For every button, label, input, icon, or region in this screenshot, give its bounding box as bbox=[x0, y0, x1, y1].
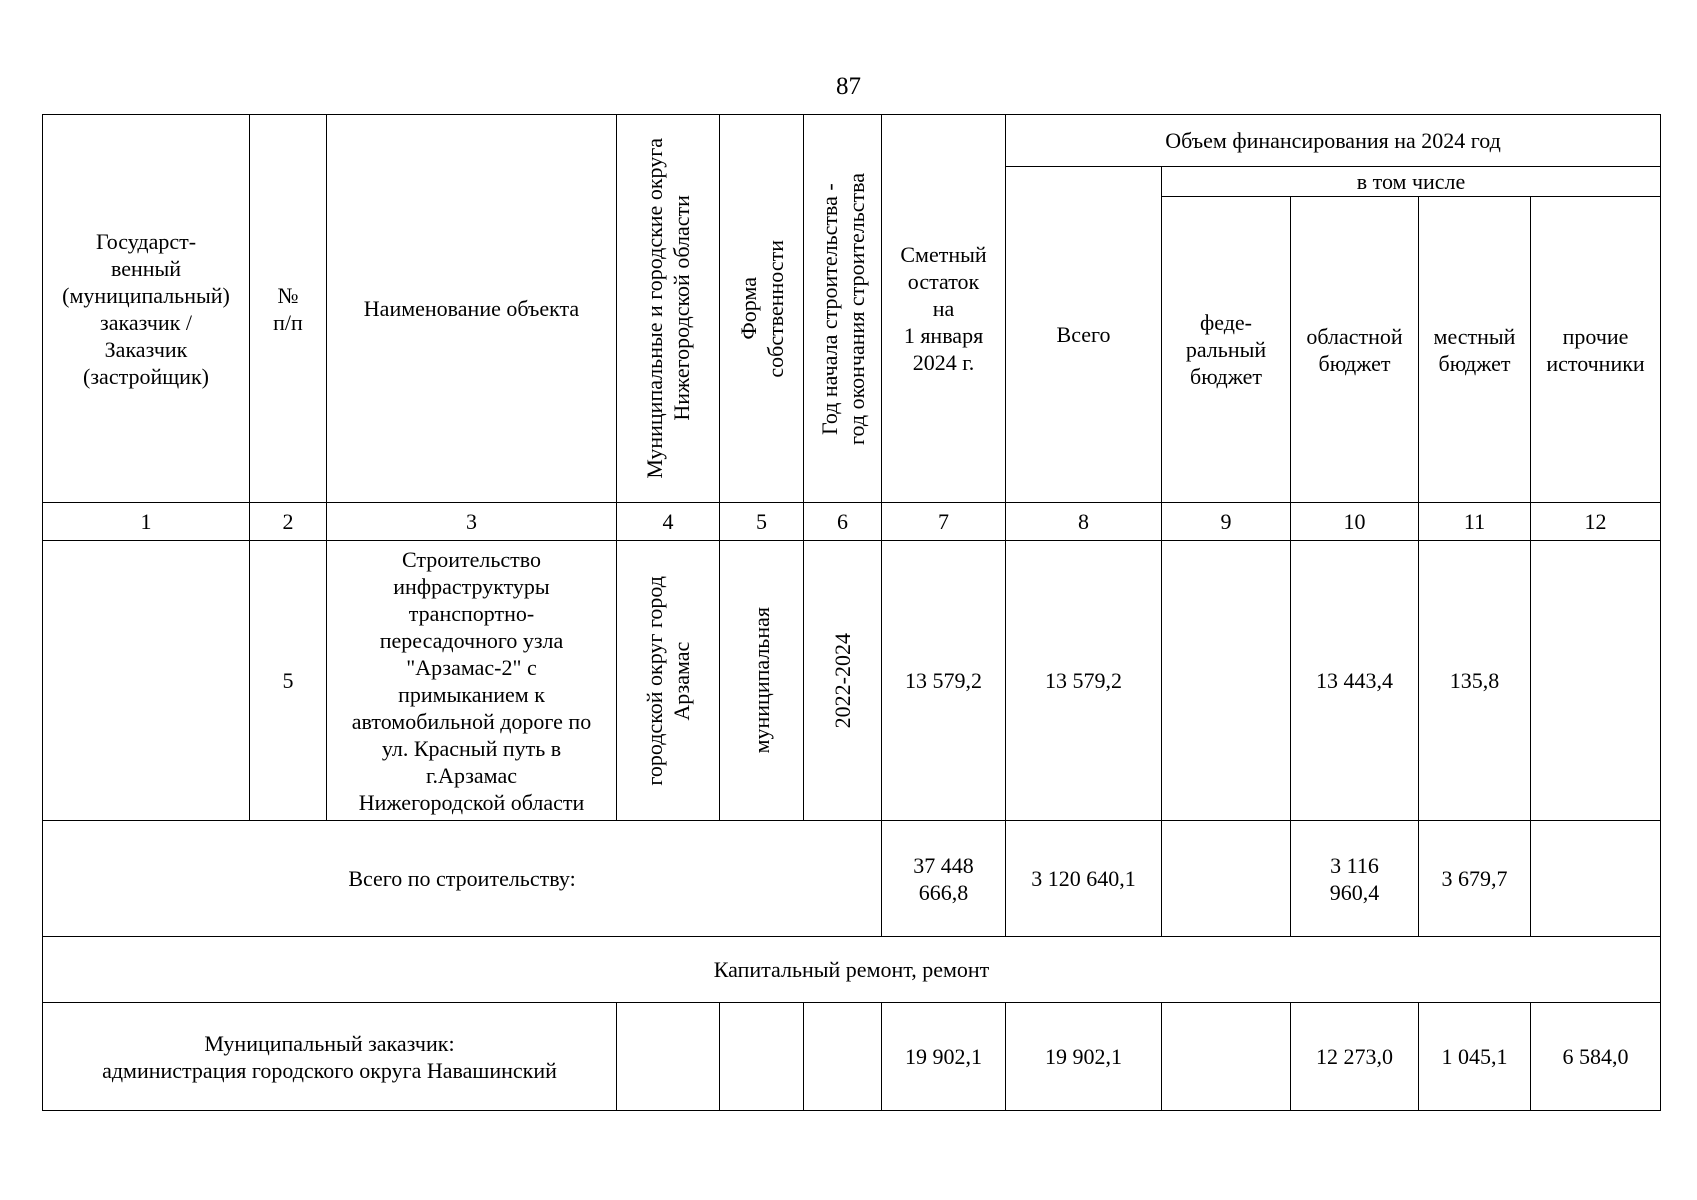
header-other: прочие источники bbox=[1531, 197, 1661, 503]
column-number: 8 bbox=[1006, 503, 1162, 541]
total-regional: 3 116 960,4 bbox=[1291, 821, 1419, 937]
column-number: 6 bbox=[804, 503, 882, 541]
row-other bbox=[1531, 541, 1661, 821]
customer-other: 6 584,0 bbox=[1531, 1003, 1661, 1111]
customer-years bbox=[804, 1003, 882, 1111]
header-estimate: Сметный остаток на 1 января 2024 г. bbox=[882, 115, 1006, 503]
header-number: № п/п bbox=[250, 115, 327, 503]
row-regional: 13 443,4 bbox=[1291, 541, 1419, 821]
column-number: 7 bbox=[882, 503, 1006, 541]
header-object-name: Наименование объекта bbox=[327, 115, 617, 503]
total-local: 3 679,7 bbox=[1419, 821, 1531, 937]
row-object-name: Строительство инфраструктуры транспортно- пересадочного узла "Арзамас-2" с примыканием к автомобильной дороге по ул. Красный путь в г.Арзамас Нижегородской области bbox=[327, 541, 617, 821]
header-row-1 bbox=[43, 115, 1661, 167]
total-construction-row bbox=[43, 821, 1661, 937]
page-number: 87 bbox=[836, 73, 861, 100]
row-federal bbox=[1162, 541, 1291, 821]
row-customer bbox=[43, 541, 250, 821]
header-local: местный бюджет bbox=[1419, 197, 1531, 503]
header-ownership: Форма собственности bbox=[720, 115, 804, 503]
column-number-row bbox=[43, 503, 1661, 541]
column-number: 2 bbox=[250, 503, 327, 541]
row-estimate: 13 579,2 bbox=[882, 541, 1006, 821]
row-total: 13 579,2 bbox=[1006, 541, 1162, 821]
header-regional: областной бюджет bbox=[1291, 197, 1419, 503]
customer-row bbox=[43, 1003, 1661, 1111]
column-number: 5 bbox=[720, 503, 804, 541]
customer-regional: 12 273,0 bbox=[1291, 1003, 1419, 1111]
total-total: 3 120 640,1 bbox=[1006, 821, 1162, 937]
column-number: 11 bbox=[1419, 503, 1531, 541]
header-years: Год начала строительства - год окончания строительства bbox=[804, 115, 882, 503]
column-number: 4 bbox=[617, 503, 720, 541]
row-local: 135,8 bbox=[1419, 541, 1531, 821]
customer-federal bbox=[1162, 1003, 1291, 1111]
customer-estimate: 19 902,1 bbox=[882, 1003, 1006, 1111]
header-federal: феде- ральный бюджет bbox=[1162, 197, 1291, 503]
row-municipality: городской округ город Арзамас bbox=[617, 541, 720, 821]
total-construction-label: Всего по строительству: bbox=[43, 821, 882, 937]
row-years: 2022-2024 bbox=[804, 541, 882, 821]
header-funding: Объем финансирования на 2024 год bbox=[1006, 115, 1661, 167]
column-number: 3 bbox=[327, 503, 617, 541]
column-number: 9 bbox=[1162, 503, 1291, 541]
total-estimate: 37 448 666,8 bbox=[882, 821, 1006, 937]
column-number: 1 bbox=[43, 503, 250, 541]
column-number: 10 bbox=[1291, 503, 1419, 541]
row-ownership: муниципальная bbox=[720, 541, 804, 821]
header-total: Всего bbox=[1006, 167, 1162, 503]
customer-total: 19 902,1 bbox=[1006, 1003, 1162, 1111]
customer-ownership bbox=[720, 1003, 804, 1111]
section-title: Капитальный ремонт, ремонт bbox=[43, 937, 1661, 1003]
header-including: в том числе bbox=[1162, 167, 1661, 197]
financing-table bbox=[42, 114, 1661, 1111]
total-federal bbox=[1162, 821, 1291, 937]
section-row bbox=[43, 937, 1661, 1003]
column-number: 12 bbox=[1531, 503, 1661, 541]
table-row bbox=[43, 541, 1661, 821]
customer-municipality bbox=[617, 1003, 720, 1111]
customer-local: 1 045,1 bbox=[1419, 1003, 1531, 1111]
header-customer: Государст- венный (муниципальный) заказчик / Заказчик (застройщик) bbox=[43, 115, 250, 503]
customer-label: Муниципальный заказчик: администрация городского округа Навашинский bbox=[43, 1003, 617, 1111]
total-other bbox=[1531, 821, 1661, 937]
header-municipality: Муниципальные и городские округа Нижегородской области bbox=[617, 115, 720, 503]
row-number: 5 bbox=[250, 541, 327, 821]
